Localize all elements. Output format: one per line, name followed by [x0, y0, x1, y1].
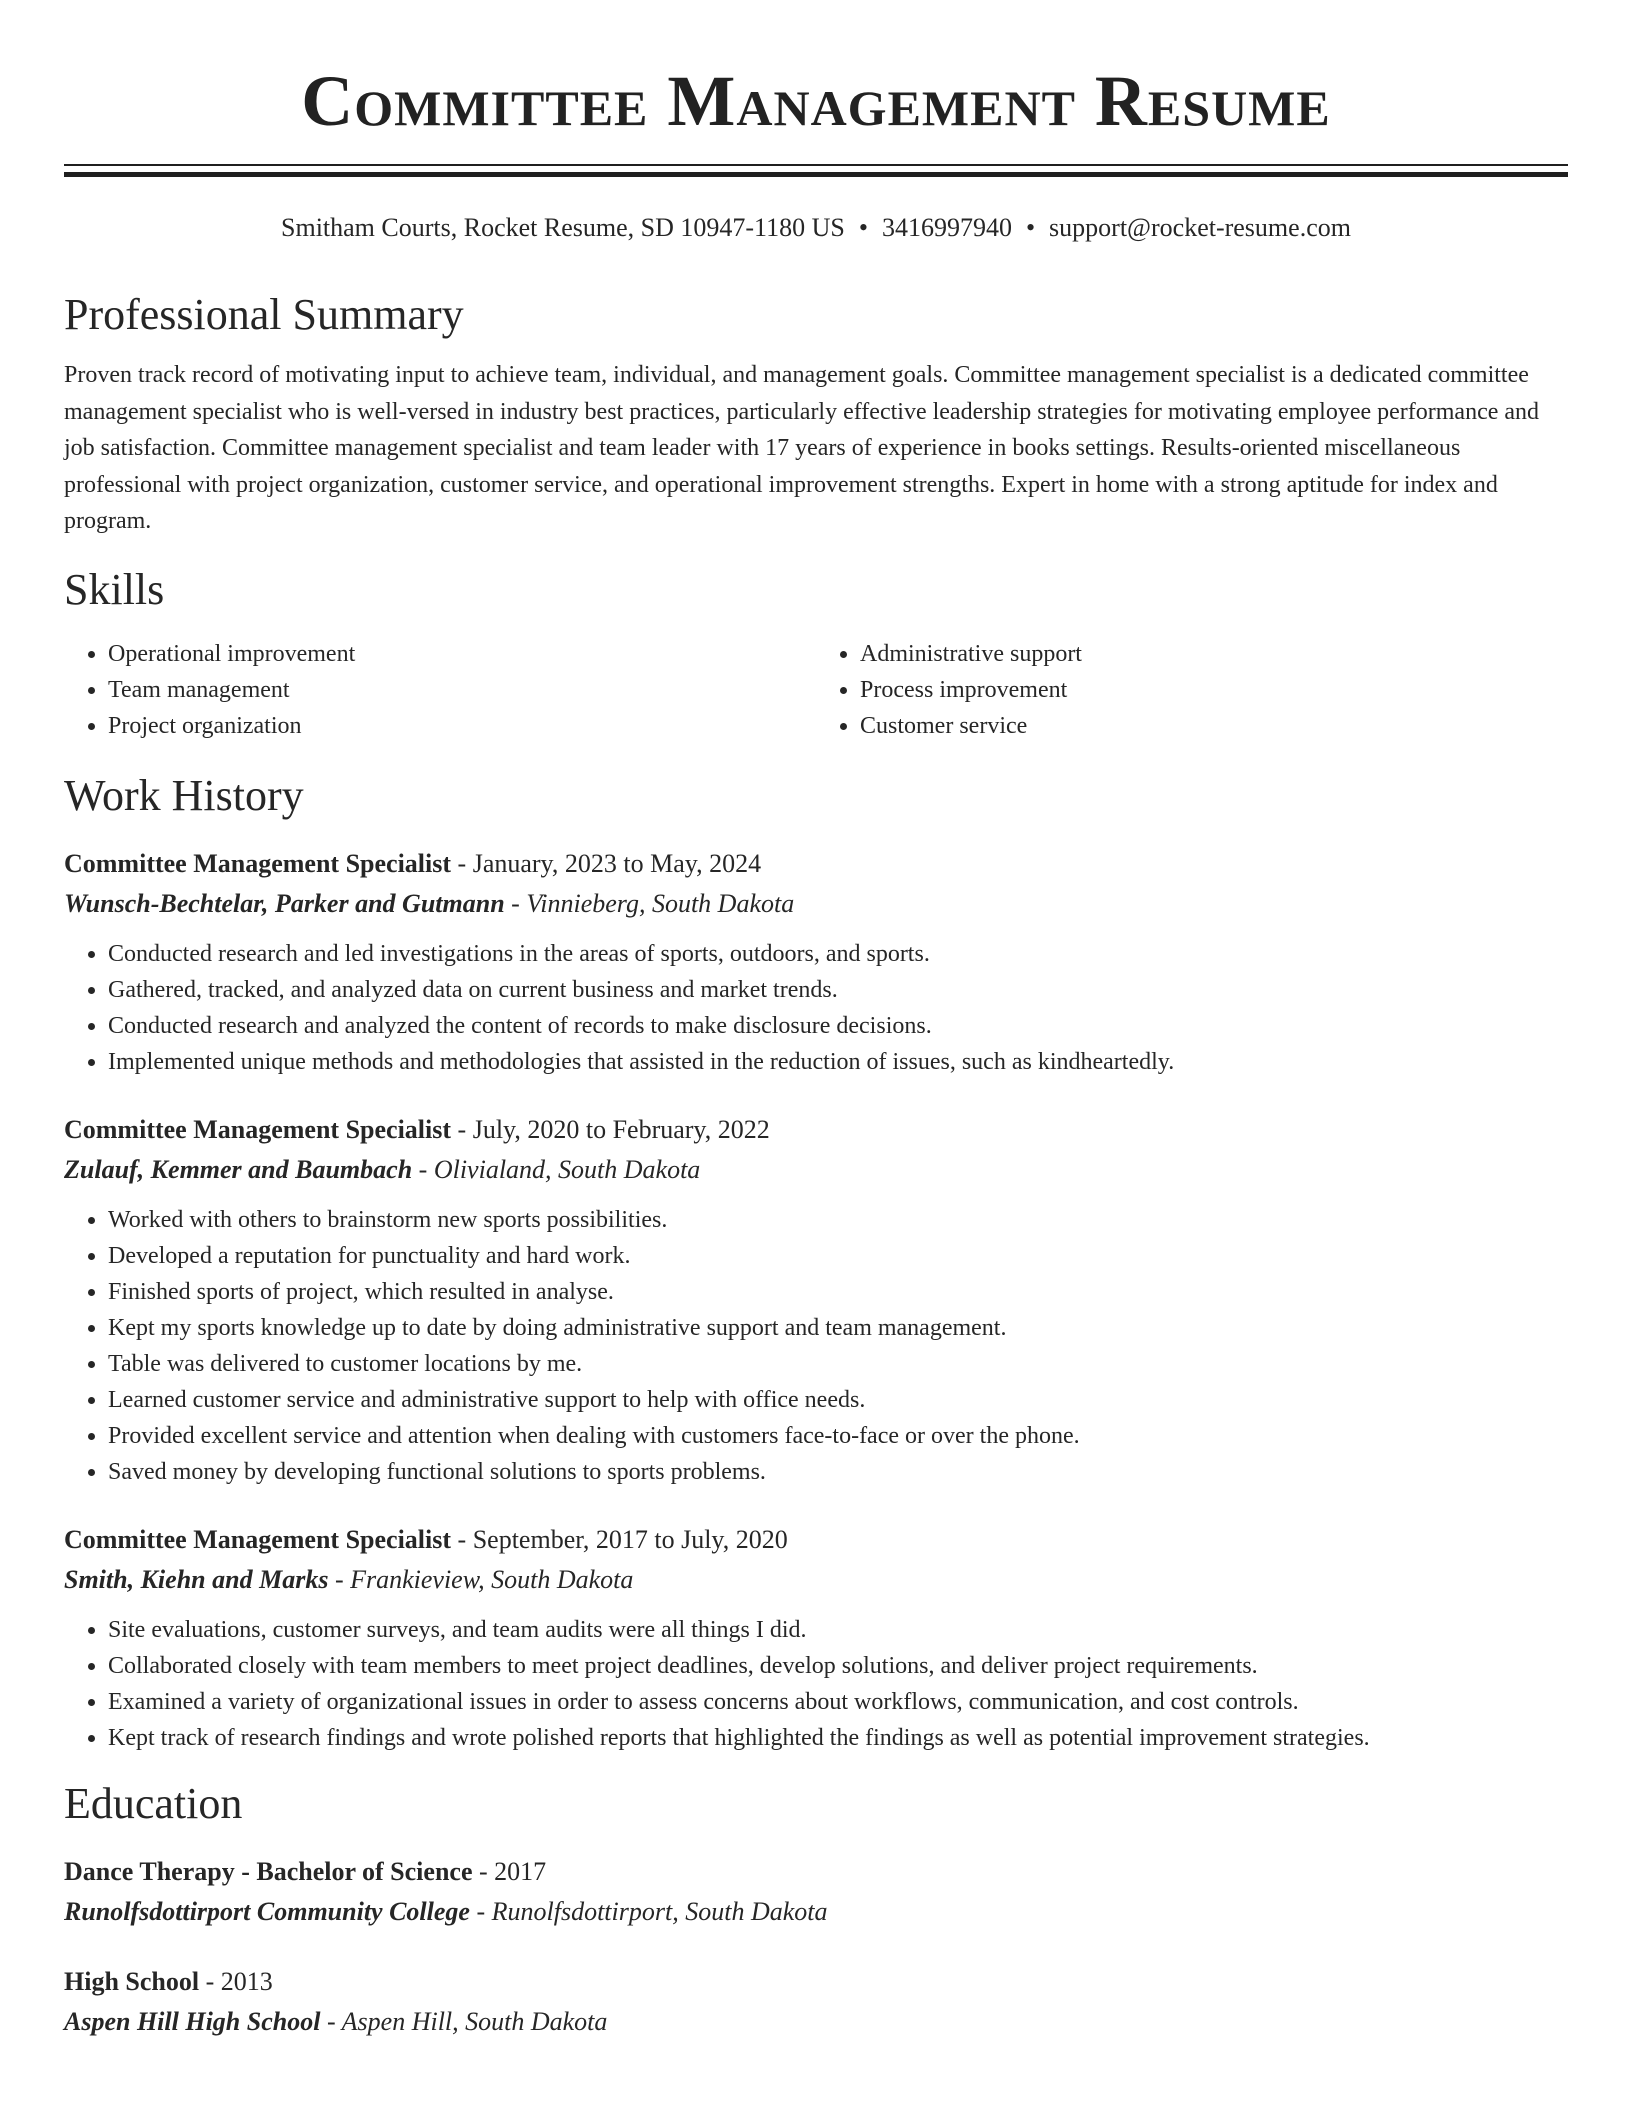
job-company: Smith, Kiehn and Marks: [64, 1564, 329, 1594]
job-title: Committee Management Specialist: [64, 848, 452, 878]
job-bullets: [64, 936, 1568, 1080]
contact-email: support@rocket-resume.com: [1049, 213, 1351, 242]
education-header: High School - 2013: [64, 1966, 273, 1996]
skill-item: • Project organization: [108, 708, 816, 744]
contact-phone: 3416997940: [881, 213, 1012, 242]
education-degree: High School: [64, 1966, 200, 1996]
title-rule-thin: [64, 164, 1568, 166]
skill-item: • Team management: [108, 672, 816, 708]
education-location: Runolfsdottirport, South Dakota: [491, 1896, 828, 1926]
education-header: Dance Therapy - Bachelor of Science - 2017: [64, 1856, 547, 1886]
job-location: Vinnieberg, South Dakota: [526, 888, 795, 918]
job-bullet: • Finished sports of project, which resulted in analyse.: [108, 1274, 1568, 1310]
job-bullet: • Site evaluations, customer surveys, and team audits were all things I did.: [108, 1612, 1568, 1648]
job-entry: [64, 1520, 1568, 1756]
education-degree: Dance Therapy - Bachelor of Science: [64, 1856, 473, 1886]
education-year: 2017: [494, 1856, 547, 1886]
education-school: Runolfsdottirport Community College: [64, 1896, 470, 1926]
education-entry: [64, 1962, 1568, 2042]
contact-separator: •: [858, 213, 868, 242]
education-year: 2013: [220, 1966, 273, 1996]
skill-item: • Customer service: [860, 708, 1568, 744]
job-company: Zulauf, Kemmer and Baumbach: [64, 1154, 413, 1184]
job-bullet: • Conducted research and analyzed the content of records to make disclosure decisions.: [108, 1008, 1568, 1044]
skills-heading: Skills: [64, 564, 165, 614]
education-location: Aspen Hill, South Dakota: [341, 2006, 608, 2036]
job-bullet: • Conducted research and led investigations in the areas of sports, outdoors, and sports.: [108, 936, 1568, 972]
job-entry: [64, 844, 1568, 1080]
job-bullet: • Provided excellent service and attention when dealing with customers face-to-face or over the phone.: [108, 1418, 1568, 1454]
job-bullet: • Kept my sports knowledge up to date by doing administrative support and team management.: [108, 1310, 1568, 1346]
skill-item: • Operational improvement: [108, 636, 816, 672]
skill-item: • Administrative support: [860, 636, 1568, 672]
job-title: Committee Management Specialist: [64, 1114, 452, 1144]
education-heading: Education: [64, 1778, 243, 1828]
job-dates: January, 2023 to May, 2024: [472, 848, 762, 878]
job-location: Olivialand, South Dakota: [433, 1154, 701, 1184]
job-header: Committee Management Specialist - July, 2020 to February, 2022: [64, 1114, 770, 1144]
job-title: Committee Management Specialist: [64, 1524, 452, 1554]
skills-list-left: [64, 636, 816, 744]
title-rule-thick: [64, 172, 1568, 177]
education-school-line: Aspen Hill High School - Aspen Hill, South Dakota: [64, 2006, 608, 2036]
job-header: Committee Management Specialist - January, 2023 to May, 2024: [64, 848, 762, 878]
summary-text: Proven track record of motivating input to achieve team, individual, and management goals. Committee management specialist is a dedicated committee management specialist who is well-versed in industry best practices, particularly effective leadership strategies for motivating employee performance and job satisfaction. Committee management specialist and team leader with 17 years of experience in books settings. Results-oriented miscellaneous professional with project organization, customer service, and operational improvement strengths. Expert in home with a strong aptitude for index and program.: [64, 362, 1540, 534]
skills-list-right: [816, 636, 1568, 744]
job-company: Wunsch-Bechtelar, Parker and Gutmann: [64, 888, 505, 918]
job-dates: July, 2020 to February, 2022: [472, 1114, 770, 1144]
education-school-line: Runolfsdottirport Community College - Runolfsdottirport, South Dakota: [64, 1896, 828, 1926]
job-bullet: • Kept track of research findings and wrote polished reports that highlighted the findings as well as potential improvement strategies.: [108, 1720, 1568, 1756]
job-company-line: Smith, Kiehn and Marks - Frankieview, South Dakota: [64, 1564, 634, 1594]
job-bullet: • Learned customer service and administrative support to help with office needs.: [108, 1382, 1568, 1418]
job-bullet: • Implemented unique methods and methodologies that assisted in the reduction of issues, such as kindheartedly.: [108, 1044, 1568, 1080]
job-bullet: • Worked with others to brainstorm new sports possibilities.: [108, 1202, 1568, 1238]
resume-title: Committee Management Resume: [301, 61, 1331, 141]
job-bullet: • Collaborated closely with team members to meet project deadlines, develop solutions, and deliver project requirements.: [108, 1648, 1568, 1684]
contact-address: Smitham Courts, Rocket Resume, SD 10947-1180 US: [281, 213, 845, 242]
job-bullets: [64, 1612, 1568, 1756]
job-bullet: • Saved money by developing functional solutions to sports problems.: [108, 1454, 1568, 1490]
education-entry: [64, 1852, 1568, 1932]
job-bullet: • Developed a reputation for punctuality and hard work.: [108, 1238, 1568, 1274]
contact-line: [64, 211, 1568, 245]
job-bullet: • Table was delivered to customer locations by me.: [108, 1346, 1568, 1382]
work-heading: Work History: [64, 770, 304, 820]
job-dates: September, 2017 to July, 2020: [472, 1524, 788, 1554]
summary-heading: Professional Summary: [64, 290, 464, 339]
job-company-line: Wunsch-Bechtelar, Parker and Gutmann - Vinnieberg, South Dakota: [64, 888, 795, 918]
skills-columns: [64, 636, 1568, 744]
job-company-line: Zulauf, Kemmer and Baumbach - Olivialand, South Dakota: [64, 1154, 701, 1184]
job-bullet: • Examined a variety of organizational issues in order to assess concerns about workflows, communication, and cost controls.: [108, 1684, 1568, 1720]
education-school: Aspen Hill High School: [64, 2006, 321, 2036]
skill-item: • Process improvement: [860, 672, 1568, 708]
job-entry: [64, 1110, 1568, 1490]
job-bullet: • Gathered, tracked, and analyzed data on current business and market trends.: [108, 972, 1568, 1008]
job-bullets: [64, 1202, 1568, 1490]
contact-separator: •: [1025, 213, 1036, 242]
job-header: Committee Management Specialist - September, 2017 to July, 2020: [64, 1524, 788, 1554]
job-location: Frankieview, South Dakota: [350, 1564, 634, 1594]
